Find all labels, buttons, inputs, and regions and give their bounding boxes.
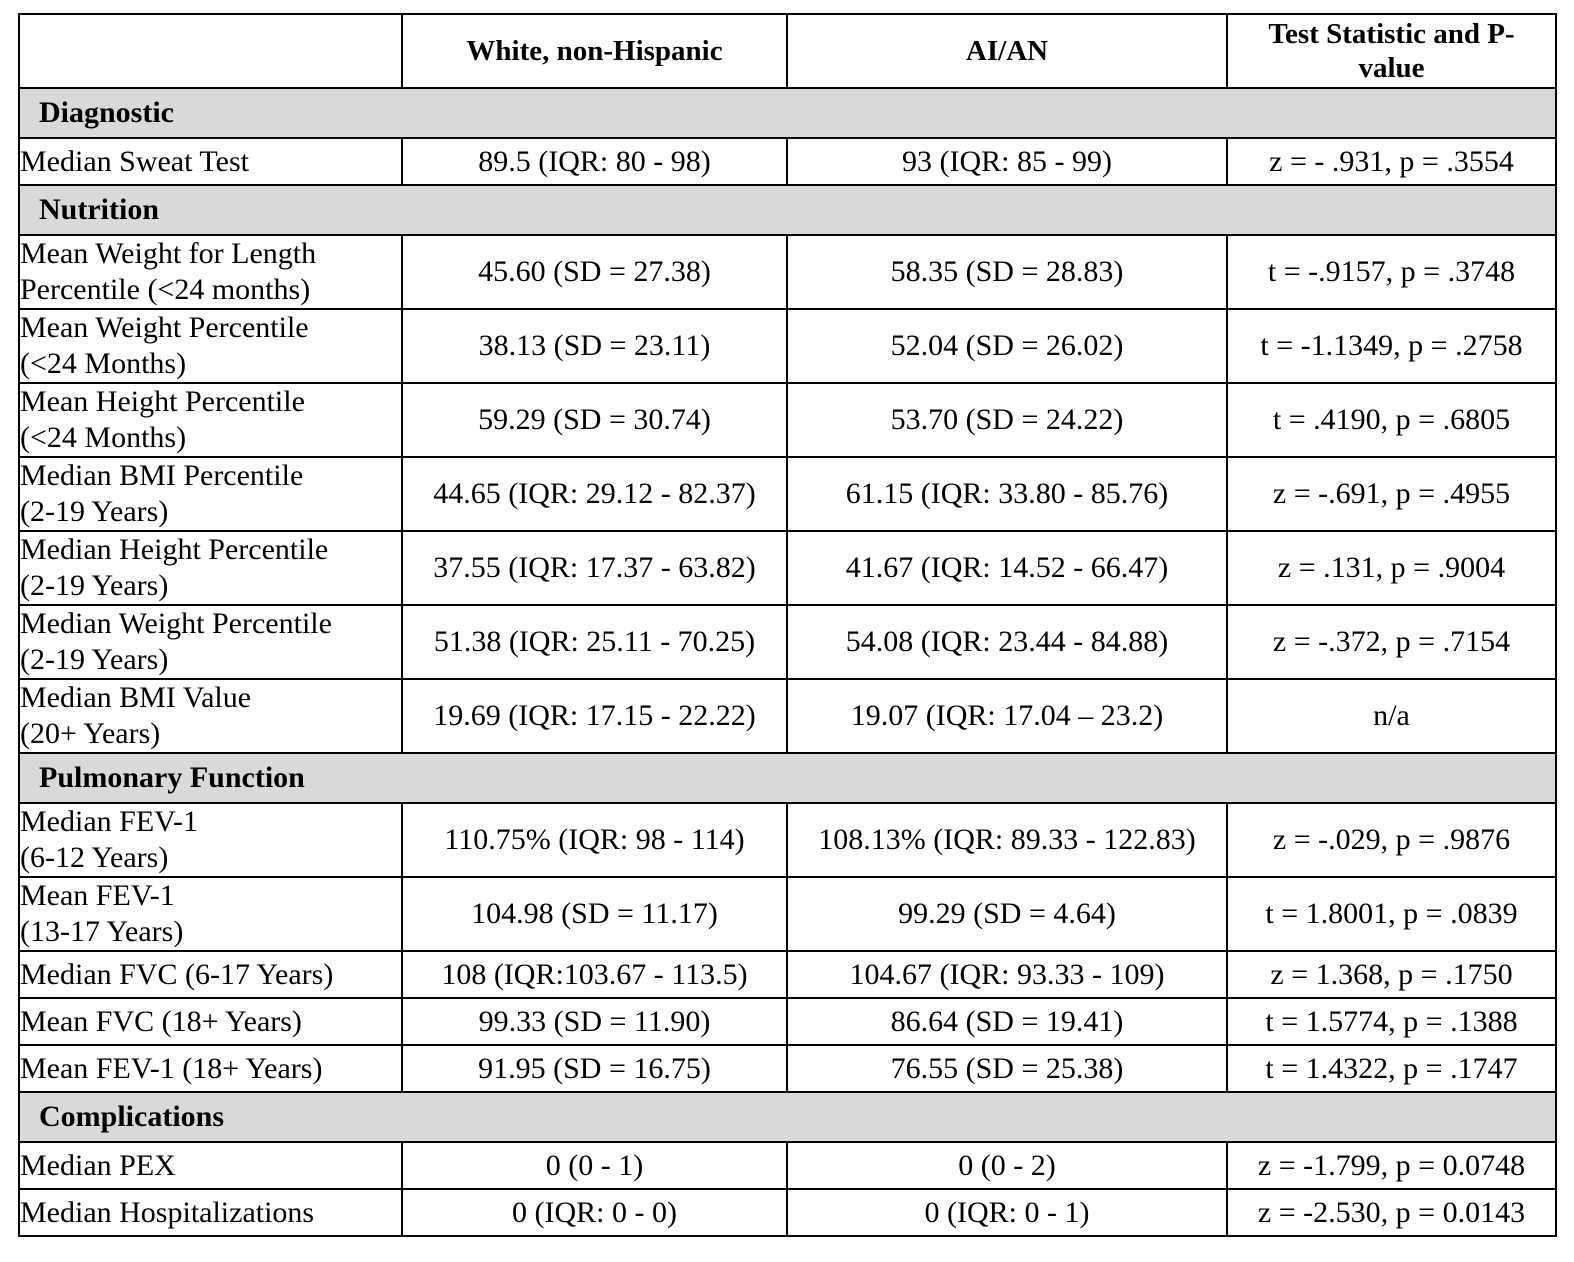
header-white-non-hispanic: White, non-Hispanic [402,14,787,88]
cell-test: z = -.372, p = .7154 [1227,605,1556,679]
table-row [19,309,1556,383]
cell-aian: 86.64 (SD = 19.41) [787,998,1227,1045]
row-label: Median Sweat Test [19,138,402,185]
table-row [19,1142,1556,1189]
cell-white: 89.5 (IQR: 80 - 98) [402,138,787,185]
row-label: Mean Height Percentile (<24 Months) [19,383,402,457]
table-row [19,951,1556,998]
cell-aian: 0 (IQR: 0 - 1) [787,1189,1227,1236]
table-row [19,138,1556,185]
section-title: Diagnostic [19,88,1556,138]
cell-aian: 53.70 (SD = 24.22) [787,383,1227,457]
cell-white: 0 (0 - 1) [402,1142,787,1189]
cell-test: z = -2.530, p = 0.0143 [1227,1189,1556,1236]
table-row [19,383,1556,457]
table-row [19,1189,1556,1236]
row-label: Mean FEV-1 (13-17 Years) [19,877,402,951]
cell-aian: 76.55 (SD = 25.38) [787,1045,1227,1092]
cell-aian: 54.08 (IQR: 23.44 - 84.88) [787,605,1227,679]
cell-aian: 0 (0 - 2) [787,1142,1227,1189]
row-label: Mean FVC (18+ Years) [19,998,402,1045]
header-empty [19,14,402,88]
cell-test: z = -.029, p = .9876 [1227,803,1556,877]
cell-aian: 108.13% (IQR: 89.33 - 122.83) [787,803,1227,877]
cell-white: 108 (IQR:103.67 - 113.5) [402,951,787,998]
cell-test: z = 1.368, p = .1750 [1227,951,1556,998]
row-label: Median FVC (6-17 Years) [19,951,402,998]
cell-test: n/a [1227,679,1556,753]
table-row [19,235,1556,309]
cell-test: t = 1.5774, p = .1388 [1227,998,1556,1045]
table-header-row [19,14,1556,88]
cell-aian: 52.04 (SD = 26.02) [787,309,1227,383]
cell-white: 99.33 (SD = 11.90) [402,998,787,1045]
table-row [19,531,1556,605]
cell-test: t = 1.4322, p = .1747 [1227,1045,1556,1092]
comparison-table [18,13,1557,1237]
row-label: Median PEX [19,1142,402,1189]
cell-aian: 99.29 (SD = 4.64) [787,877,1227,951]
row-label: Median BMI Value (20+ Years) [19,679,402,753]
cell-aian: 93 (IQR: 85 - 99) [787,138,1227,185]
cell-white: 59.29 (SD = 30.74) [402,383,787,457]
table-row [19,605,1556,679]
cell-white: 110.75% (IQR: 98 - 114) [402,803,787,877]
table-row [19,998,1556,1045]
cell-white: 37.55 (IQR: 17.37 - 63.82) [402,531,787,605]
header-test-statistic: Test Statistic and P- value [1227,14,1556,88]
row-label: Median Weight Percentile (2-19 Years) [19,605,402,679]
cell-white: 104.98 (SD = 11.17) [402,877,787,951]
row-label: Mean Weight Percentile (<24 Months) [19,309,402,383]
cell-white: 38.13 (SD = 23.11) [402,309,787,383]
section-row-pulmonary-function [19,753,1556,803]
section-row-diagnostic [19,88,1556,138]
section-title: Pulmonary Function [19,753,1556,803]
table-row [19,679,1556,753]
section-row-complications [19,1092,1556,1142]
cell-aian: 104.67 (IQR: 93.33 - 109) [787,951,1227,998]
cell-test: z = - .931, p = .3554 [1227,138,1556,185]
table-row [19,803,1556,877]
cell-aian: 61.15 (IQR: 33.80 - 85.76) [787,457,1227,531]
cell-white: 44.65 (IQR: 29.12 - 82.37) [402,457,787,531]
section-title: Nutrition [19,185,1556,235]
cell-white: 91.95 (SD = 16.75) [402,1045,787,1092]
row-label: Mean Weight for Length Percentile (<24 months) [19,235,402,309]
cell-aian: 41.67 (IQR: 14.52 - 66.47) [787,531,1227,605]
cell-white: 0 (IQR: 0 - 0) [402,1189,787,1236]
cell-white: 51.38 (IQR: 25.11 - 70.25) [402,605,787,679]
cell-test: t = .4190, p = .6805 [1227,383,1556,457]
cell-white: 19.69 (IQR: 17.15 - 22.22) [402,679,787,753]
section-title: Complications [19,1092,1556,1142]
cell-test: t = -.9157, p = .3748 [1227,235,1556,309]
cell-test: z = -1.799, p = 0.0748 [1227,1142,1556,1189]
row-label: Mean FEV-1 (18+ Years) [19,1045,402,1092]
row-label: Median BMI Percentile (2-19 Years) [19,457,402,531]
header-aian: AI/AN [787,14,1227,88]
row-label: Median Hospitalizations [19,1189,402,1236]
cell-aian: 19.07 (IQR: 17.04 – 23.2) [787,679,1227,753]
cell-white: 45.60 (SD = 27.38) [402,235,787,309]
table-row [19,877,1556,951]
cell-test: t = -1.1349, p = .2758 [1227,309,1556,383]
section-row-nutrition [19,185,1556,235]
cell-test: t = 1.8001, p = .0839 [1227,877,1556,951]
cell-test: z = .131, p = .9004 [1227,531,1556,605]
cell-test: z = -.691, p = .4955 [1227,457,1556,531]
cell-aian: 58.35 (SD = 28.83) [787,235,1227,309]
row-label: Median Height Percentile (2-19 Years) [19,531,402,605]
table-row [19,457,1556,531]
row-label: Median FEV-1 (6-12 Years) [19,803,402,877]
table-row [19,1045,1556,1092]
table-body [19,14,1556,1236]
